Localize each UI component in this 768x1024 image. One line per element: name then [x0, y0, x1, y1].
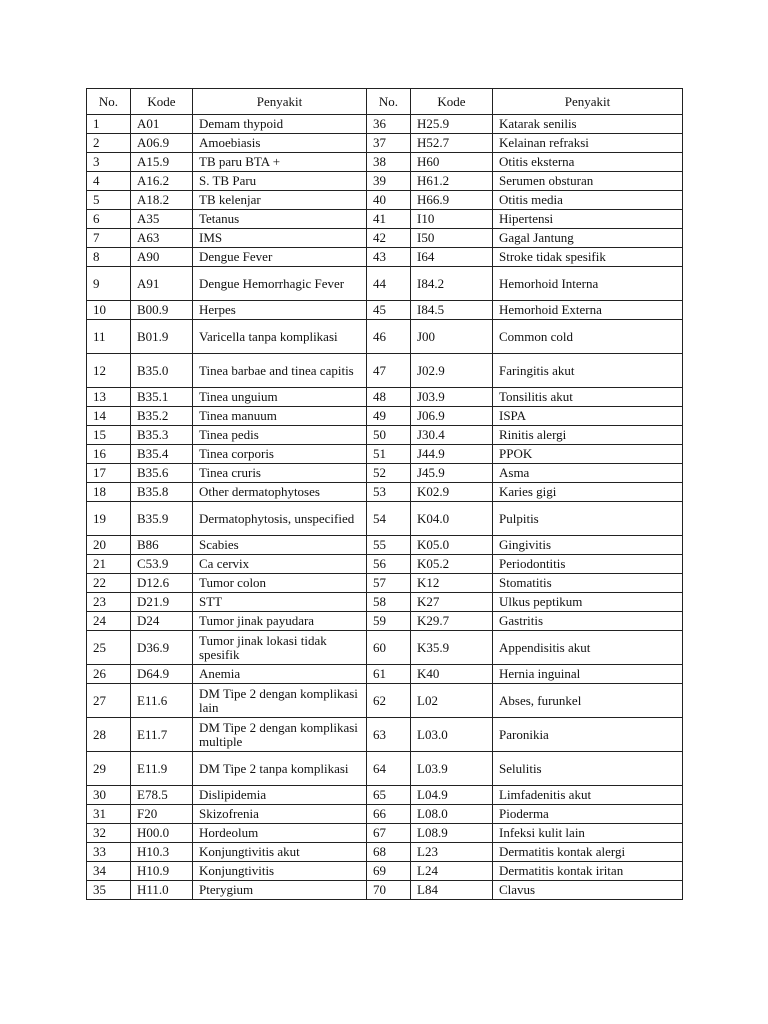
icd-code-left: H00.0	[131, 824, 193, 843]
table-row	[87, 631, 683, 665]
row-number-right: 42	[367, 229, 411, 248]
disease-name-right: Periodontitis	[493, 555, 683, 574]
row-number-right: 65	[367, 786, 411, 805]
table-row	[87, 153, 683, 172]
row-number-right: 51	[367, 445, 411, 464]
row-number-left: 4	[87, 172, 131, 191]
table-row	[87, 248, 683, 267]
row-number-left: 35	[87, 881, 131, 900]
icd-code-left: A01	[131, 115, 193, 134]
disease-name-left: Demam thypoid	[193, 115, 367, 134]
icd-code-right: H61.2	[411, 172, 493, 191]
row-number-left: 24	[87, 612, 131, 631]
row-number-right: 47	[367, 354, 411, 388]
table-row	[87, 172, 683, 191]
row-number-right: 63	[367, 718, 411, 752]
icd-code-left: B35.4	[131, 445, 193, 464]
disease-name-right: Pioderma	[493, 805, 683, 824]
icd-code-left: B35.1	[131, 388, 193, 407]
row-number-left: 25	[87, 631, 131, 665]
disease-name-right: Stroke tidak spesifik	[493, 248, 683, 267]
row-number-left: 34	[87, 862, 131, 881]
disease-name-left: Anemia	[193, 665, 367, 684]
disease-name-left: Dengue Hemorrhagic Fever	[193, 267, 367, 301]
icd-code-right: L24	[411, 862, 493, 881]
disease-name-right: Ulkus peptikum	[493, 593, 683, 612]
icd-code-left: D12.6	[131, 574, 193, 593]
disease-name-left: Tumor jinak lokasi tidak spesifik	[193, 631, 367, 665]
row-number-right: 48	[367, 388, 411, 407]
table-row	[87, 574, 683, 593]
disease-name-left: Scabies	[193, 536, 367, 555]
disease-name-left: Ca cervix	[193, 555, 367, 574]
icd-code-right: I84.5	[411, 301, 493, 320]
table-body	[87, 115, 683, 900]
table-header-row	[87, 89, 683, 115]
row-number-right: 56	[367, 555, 411, 574]
table-row	[87, 684, 683, 718]
icd-code-right: K12	[411, 574, 493, 593]
icd-code-right: L23	[411, 843, 493, 862]
disease-name-left: Herpes	[193, 301, 367, 320]
disease-name-left: Konjungtivitis	[193, 862, 367, 881]
icd-code-right: L02	[411, 684, 493, 718]
disease-name-right: Karies gigi	[493, 483, 683, 502]
row-number-right: 61	[367, 665, 411, 684]
table-row	[87, 555, 683, 574]
icd-code-right: J44.9	[411, 445, 493, 464]
icd-code-right: L04.9	[411, 786, 493, 805]
disease-name-right: Dermatitis kontak alergi	[493, 843, 683, 862]
table-row	[87, 115, 683, 134]
table-row	[87, 536, 683, 555]
row-number-left: 20	[87, 536, 131, 555]
icd-code-left: B35.2	[131, 407, 193, 426]
row-number-left: 21	[87, 555, 131, 574]
icd-code-right: L03.0	[411, 718, 493, 752]
disease-name-right: Otitis eksterna	[493, 153, 683, 172]
table-row	[87, 210, 683, 229]
disease-name-left: DM Tipe 2 tanpa komplikasi	[193, 752, 367, 786]
row-number-right: 55	[367, 536, 411, 555]
icd-code-right: H25.9	[411, 115, 493, 134]
icd-code-left: H10.9	[131, 862, 193, 881]
disease-name-right: Faringitis akut	[493, 354, 683, 388]
icd-code-left: A90	[131, 248, 193, 267]
icd-code-right: L84	[411, 881, 493, 900]
row-number-left: 29	[87, 752, 131, 786]
icd-code-left: D36.9	[131, 631, 193, 665]
icd-code-right: L03.9	[411, 752, 493, 786]
disease-name-left: Pterygium	[193, 881, 367, 900]
icd-code-left: C53.9	[131, 555, 193, 574]
row-number-right: 43	[367, 248, 411, 267]
header-kode-left: Kode	[131, 89, 193, 115]
icd-code-left: B01.9	[131, 320, 193, 354]
row-number-right: 66	[367, 805, 411, 824]
disease-name-left: Hordeolum	[193, 824, 367, 843]
icd-code-right: K05.0	[411, 536, 493, 555]
table-row	[87, 426, 683, 445]
row-number-right: 60	[367, 631, 411, 665]
row-number-left: 19	[87, 502, 131, 536]
disease-name-right: Kelainan refraksi	[493, 134, 683, 153]
row-number-left: 15	[87, 426, 131, 445]
icd-code-left: E11.6	[131, 684, 193, 718]
table-row	[87, 445, 683, 464]
icd-code-right: H60	[411, 153, 493, 172]
table-row	[87, 718, 683, 752]
table-row	[87, 862, 683, 881]
icd-code-left: D64.9	[131, 665, 193, 684]
disease-code-table	[86, 88, 683, 900]
row-number-right: 45	[367, 301, 411, 320]
disease-name-right: Gastritis	[493, 612, 683, 631]
disease-name-left: TB kelenjar	[193, 191, 367, 210]
table-row	[87, 502, 683, 536]
disease-name-right: Common cold	[493, 320, 683, 354]
icd-code-left: B35.8	[131, 483, 193, 502]
row-number-left: 27	[87, 684, 131, 718]
icd-code-right: K29.7	[411, 612, 493, 631]
disease-name-left: Other dermatophytoses	[193, 483, 367, 502]
header-no-right: No.	[367, 89, 411, 115]
disease-name-left: IMS	[193, 229, 367, 248]
disease-name-right: Abses, furunkel	[493, 684, 683, 718]
row-number-right: 41	[367, 210, 411, 229]
disease-name-left: Dermatophytosis, unspecified	[193, 502, 367, 536]
row-number-right: 36	[367, 115, 411, 134]
row-number-right: 67	[367, 824, 411, 843]
disease-name-left: Tinea pedis	[193, 426, 367, 445]
disease-name-right: Hemorhoid Interna	[493, 267, 683, 301]
icd-code-right: I50	[411, 229, 493, 248]
icd-code-left: B35.9	[131, 502, 193, 536]
row-number-right: 70	[367, 881, 411, 900]
disease-name-right: Hipertensi	[493, 210, 683, 229]
row-number-left: 9	[87, 267, 131, 301]
table-row	[87, 843, 683, 862]
disease-name-left: Dengue Fever	[193, 248, 367, 267]
icd-code-left: A63	[131, 229, 193, 248]
icd-code-left: B35.3	[131, 426, 193, 445]
row-number-left: 17	[87, 464, 131, 483]
table-row	[87, 881, 683, 900]
row-number-left: 16	[87, 445, 131, 464]
icd-code-right: J06.9	[411, 407, 493, 426]
row-number-left: 8	[87, 248, 131, 267]
table-row	[87, 388, 683, 407]
icd-code-right: J00	[411, 320, 493, 354]
table-row	[87, 483, 683, 502]
row-number-right: 54	[367, 502, 411, 536]
disease-name-right: Infeksi kulit lain	[493, 824, 683, 843]
row-number-left: 13	[87, 388, 131, 407]
disease-name-left: Amoebiasis	[193, 134, 367, 153]
icd-code-left: A18.2	[131, 191, 193, 210]
row-number-right: 69	[367, 862, 411, 881]
table-row	[87, 301, 683, 320]
row-number-left: 28	[87, 718, 131, 752]
disease-name-right: Otitis media	[493, 191, 683, 210]
disease-name-left: Varicella tanpa komplikasi	[193, 320, 367, 354]
header-penyakit-left: Penyakit	[193, 89, 367, 115]
table-row	[87, 407, 683, 426]
disease-name-right: Katarak senilis	[493, 115, 683, 134]
row-number-right: 53	[367, 483, 411, 502]
icd-code-left: E11.7	[131, 718, 193, 752]
row-number-right: 38	[367, 153, 411, 172]
row-number-left: 11	[87, 320, 131, 354]
row-number-right: 50	[367, 426, 411, 445]
icd-code-right: K04.0	[411, 502, 493, 536]
disease-name-left: S. TB Paru	[193, 172, 367, 191]
disease-name-left: STT	[193, 593, 367, 612]
icd-code-right: I10	[411, 210, 493, 229]
disease-name-right: Selulitis	[493, 752, 683, 786]
icd-code-right: J30.4	[411, 426, 493, 445]
disease-name-left: Tinea manuum	[193, 407, 367, 426]
header-penyakit-right: Penyakit	[493, 89, 683, 115]
row-number-right: 59	[367, 612, 411, 631]
table-row	[87, 191, 683, 210]
row-number-left: 3	[87, 153, 131, 172]
row-number-left: 23	[87, 593, 131, 612]
disease-name-right: Gagal Jantung	[493, 229, 683, 248]
disease-name-left: DM Tipe 2 dengan komplikasi lain	[193, 684, 367, 718]
table-row	[87, 267, 683, 301]
table-row	[87, 229, 683, 248]
row-number-left: 32	[87, 824, 131, 843]
row-number-left: 7	[87, 229, 131, 248]
row-number-left: 14	[87, 407, 131, 426]
table-row	[87, 786, 683, 805]
row-number-right: 44	[367, 267, 411, 301]
row-number-right: 57	[367, 574, 411, 593]
row-number-left: 12	[87, 354, 131, 388]
disease-name-right: Gingivitis	[493, 536, 683, 555]
table-row	[87, 320, 683, 354]
icd-code-left: D24	[131, 612, 193, 631]
row-number-left: 5	[87, 191, 131, 210]
icd-code-left: A15.9	[131, 153, 193, 172]
disease-name-left: Konjungtivitis akut	[193, 843, 367, 862]
table-row	[87, 824, 683, 843]
header-no-left: No.	[87, 89, 131, 115]
disease-name-right: Pulpitis	[493, 502, 683, 536]
disease-name-right: Paronikia	[493, 718, 683, 752]
table-row	[87, 752, 683, 786]
row-number-right: 52	[367, 464, 411, 483]
table-row	[87, 612, 683, 631]
icd-code-left: B35.6	[131, 464, 193, 483]
icd-code-right: K40	[411, 665, 493, 684]
row-number-right: 68	[367, 843, 411, 862]
row-number-right: 62	[367, 684, 411, 718]
icd-code-right: J45.9	[411, 464, 493, 483]
disease-name-right: Clavus	[493, 881, 683, 900]
disease-name-right: Limfadenitis akut	[493, 786, 683, 805]
icd-code-left: E78.5	[131, 786, 193, 805]
icd-code-left: B86	[131, 536, 193, 555]
icd-code-left: B35.0	[131, 354, 193, 388]
row-number-right: 39	[367, 172, 411, 191]
icd-code-left: B00.9	[131, 301, 193, 320]
row-number-right: 46	[367, 320, 411, 354]
disease-name-right: Dermatitis kontak iritan	[493, 862, 683, 881]
icd-code-right: K05.2	[411, 555, 493, 574]
table-row	[87, 593, 683, 612]
disease-name-left: Tinea barbae and tinea capitis	[193, 354, 367, 388]
disease-name-left: TB paru BTA +	[193, 153, 367, 172]
icd-code-left: A06.9	[131, 134, 193, 153]
disease-name-left: Tinea unguium	[193, 388, 367, 407]
disease-name-right: Hemorhoid Externa	[493, 301, 683, 320]
table-row	[87, 805, 683, 824]
icd-code-left: E11.9	[131, 752, 193, 786]
row-number-left: 33	[87, 843, 131, 862]
row-number-left: 18	[87, 483, 131, 502]
disease-name-right: PPOK	[493, 445, 683, 464]
disease-name-right: Serumen obsturan	[493, 172, 683, 191]
disease-name-right: Tonsilitis akut	[493, 388, 683, 407]
icd-code-right: L08.0	[411, 805, 493, 824]
disease-name-left: Tumor colon	[193, 574, 367, 593]
icd-code-right: K35.9	[411, 631, 493, 665]
row-number-left: 31	[87, 805, 131, 824]
row-number-left: 26	[87, 665, 131, 684]
row-number-left: 2	[87, 134, 131, 153]
disease-name-left: Tinea corporis	[193, 445, 367, 464]
icd-code-left: A35	[131, 210, 193, 229]
disease-name-right: Rinitis alergi	[493, 426, 683, 445]
disease-name-right: Hernia inguinal	[493, 665, 683, 684]
disease-name-left: DM Tipe 2 dengan komplikasi multiple	[193, 718, 367, 752]
icd-code-right: K02.9	[411, 483, 493, 502]
row-number-left: 30	[87, 786, 131, 805]
row-number-right: 49	[367, 407, 411, 426]
row-number-right: 58	[367, 593, 411, 612]
row-number-left: 1	[87, 115, 131, 134]
table-row	[87, 354, 683, 388]
table-row	[87, 464, 683, 483]
icd-code-left: H11.0	[131, 881, 193, 900]
disease-name-left: Tumor jinak payudara	[193, 612, 367, 631]
table-row	[87, 665, 683, 684]
icd-code-left: A91	[131, 267, 193, 301]
row-number-right: 64	[367, 752, 411, 786]
disease-name-left: Tinea cruris	[193, 464, 367, 483]
row-number-right: 40	[367, 191, 411, 210]
header-kode-right: Kode	[411, 89, 493, 115]
icd-code-left: D21.9	[131, 593, 193, 612]
disease-name-right: Asma	[493, 464, 683, 483]
icd-code-right: I64	[411, 248, 493, 267]
icd-code-left: A16.2	[131, 172, 193, 191]
disease-name-right: Stomatitis	[493, 574, 683, 593]
disease-name-left: Skizofrenia	[193, 805, 367, 824]
row-number-left: 10	[87, 301, 131, 320]
disease-name-left: Tetanus	[193, 210, 367, 229]
row-number-right: 37	[367, 134, 411, 153]
icd-code-right: J03.9	[411, 388, 493, 407]
icd-code-left: H10.3	[131, 843, 193, 862]
disease-name-right: ISPA	[493, 407, 683, 426]
icd-code-right: H52.7	[411, 134, 493, 153]
row-number-left: 22	[87, 574, 131, 593]
row-number-left: 6	[87, 210, 131, 229]
icd-code-right: H66.9	[411, 191, 493, 210]
icd-code-right: L08.9	[411, 824, 493, 843]
icd-code-right: J02.9	[411, 354, 493, 388]
icd-code-right: K27	[411, 593, 493, 612]
table-row	[87, 134, 683, 153]
disease-name-right: Appendisitis akut	[493, 631, 683, 665]
icd-code-left: F20	[131, 805, 193, 824]
icd-code-right: I84.2	[411, 267, 493, 301]
disease-name-left: Dislipidemia	[193, 786, 367, 805]
